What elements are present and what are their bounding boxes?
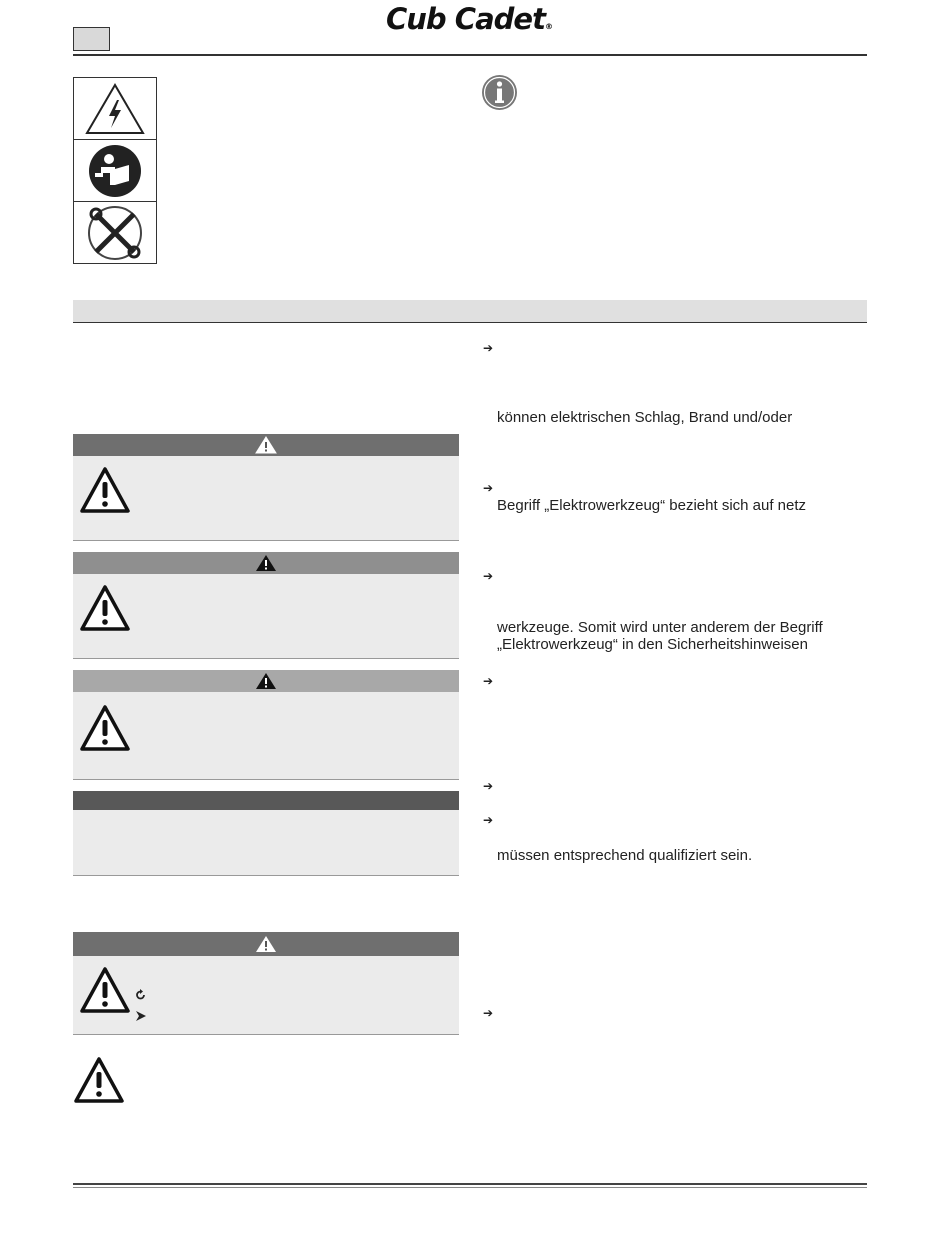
arrow-right-icon: ➔ — [483, 674, 494, 688]
arrow-right-icon: ➔ — [483, 813, 494, 827]
warning-triangle-icon — [73, 1056, 125, 1104]
safety-icon-column — [73, 77, 157, 264]
warning-triangle-icon — [255, 436, 277, 454]
warning-triangle-icon — [79, 584, 131, 632]
warning-box-header — [73, 670, 459, 692]
arrow-right-icon: ➔ — [483, 481, 494, 495]
warning-box-warning — [73, 552, 459, 659]
warning-triangle-icon — [79, 704, 131, 752]
warning-box-danger — [73, 434, 459, 541]
warning-triangle-icon — [255, 935, 277, 953]
arrow-right-icon: ➔ — [483, 779, 494, 793]
warning-box-header — [73, 552, 459, 574]
read-manual-cell — [74, 140, 156, 202]
warning-triangle-icon — [79, 966, 131, 1014]
warning-triangle-icon — [255, 554, 277, 572]
info-icon — [481, 74, 518, 116]
body-text-line: Begriff „Elektrowerkzeug“ bezieht sich auf netz — [497, 497, 807, 514]
warning-box-caution — [73, 670, 459, 780]
result-symbol-icon — [135, 989, 147, 1001]
section-heading-bar — [73, 300, 867, 323]
pointer-arrow-icon — [135, 1010, 147, 1022]
footer-rule — [73, 1183, 867, 1185]
body-text-line: müssen entsprechend qualifiziert sein. — [497, 847, 753, 864]
arrow-right-icon: ➔ — [483, 341, 494, 355]
body-text-line: „Elektrowerkzeug“ in den Sicherheitshinweisen — [497, 636, 808, 653]
body-text-line: werkzeuge. Somit wird unter anderem der Begriff — [497, 619, 823, 636]
electric-hazard-icon — [84, 82, 146, 136]
no-tools-cell — [74, 202, 156, 263]
arrow-right-icon: ➔ — [483, 1006, 494, 1020]
note-box — [73, 791, 459, 876]
electric-hazard-cell — [74, 78, 156, 140]
warning-box-header — [73, 434, 459, 456]
warning-triangle-icon — [255, 672, 277, 690]
read-manual-icon — [87, 143, 143, 199]
footer-rule-thin — [73, 1187, 867, 1188]
page-number-box — [73, 27, 110, 51]
arrow-right-icon: ➔ — [483, 569, 494, 583]
header-rule — [73, 54, 867, 56]
body-text-line: können elektrischen Schlag, Brand und/oder — [497, 409, 793, 426]
warning-box-instructions — [73, 932, 459, 1035]
warning-triangle-icon — [79, 466, 131, 514]
brand-logo: Cub Cadet® — [386, 2, 552, 36]
warning-box-header — [73, 932, 459, 956]
note-box-header — [73, 791, 459, 810]
no-tools-icon — [86, 204, 144, 262]
